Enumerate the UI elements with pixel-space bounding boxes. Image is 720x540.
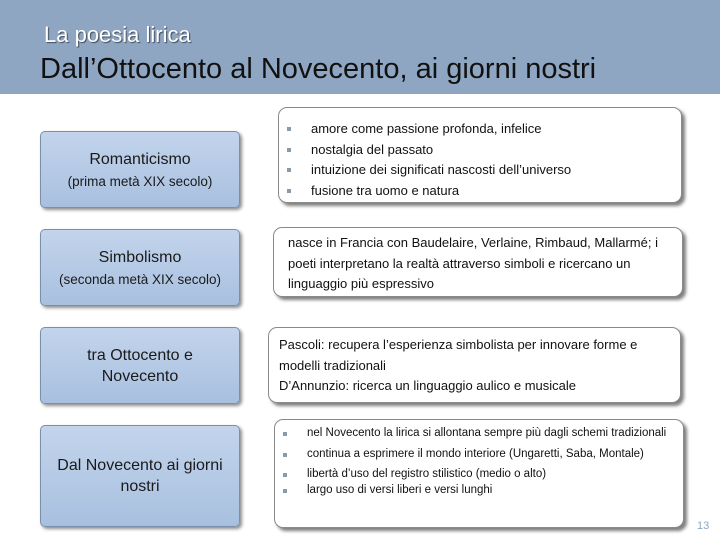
period-title: Romanticismo bbox=[89, 150, 191, 168]
slide-title: Dall’Ottocento al Novecento, ai giorni nostri bbox=[40, 53, 597, 85]
period-box-novecento bbox=[40, 425, 240, 527]
period-title: Dal Novecento ai giorni nostri bbox=[57, 457, 223, 495]
period-dates: (seconda metà XIX secolo) bbox=[58, 271, 222, 287]
bullet-list bbox=[307, 426, 675, 498]
section-title: La poesia lirica bbox=[44, 22, 191, 47]
period-title: tra Ottocento e Novecento bbox=[87, 346, 193, 385]
bullet-item: amore come passione profonda, infelice bbox=[311, 119, 673, 140]
description-box-ottocento-novecento bbox=[268, 327, 681, 403]
header-band bbox=[0, 0, 720, 94]
bullet-item: largo uso di versi liberi e versi lunghi bbox=[307, 483, 675, 499]
description-box-romanticismo bbox=[278, 107, 682, 203]
period-box-simbolismo bbox=[40, 229, 240, 306]
bullet-item: fusione tra uomo e natura bbox=[311, 181, 673, 202]
period-box-romanticismo bbox=[40, 131, 240, 208]
description-box-novecento bbox=[274, 419, 684, 528]
period-dates: (prima metà XIX secolo) bbox=[67, 173, 213, 189]
bullet-item: continua a esprimere il mondo interiore (Ungaretti, Saba, Montale) bbox=[307, 447, 675, 463]
description-line: D’Annunzio: ricerca un linguaggio aulico e musicale bbox=[279, 378, 577, 393]
description-box-simbolismo bbox=[273, 227, 683, 297]
period-box-ottocento-novecento bbox=[40, 327, 240, 404]
bullet-item: nel Novecento la lirica si allontana sempre più dagli schemi tradizionali bbox=[307, 426, 675, 442]
bullet-item: libertà d’uso del registro stilistico (medio o alto) bbox=[307, 467, 675, 483]
bullet-list bbox=[311, 119, 673, 201]
bullet-item: intuizione dei significati nascosti dell’universo bbox=[311, 160, 673, 181]
bullet-item: nostalgia del passato bbox=[311, 140, 673, 161]
description-line: Pascoli: recupera l’esperienza simbolista per innovare forme e modelli tradizionali bbox=[279, 337, 638, 373]
page-number: 13 bbox=[697, 520, 710, 532]
period-title: Simbolismo bbox=[98, 248, 182, 266]
description-text: nasce in Francia con Baudelaire, Verlaine, Rimbaud, Mallarmé; i poeti interpretano la realtà attraverso simboli e ricercano un linguaggio più espressivo bbox=[288, 235, 658, 291]
